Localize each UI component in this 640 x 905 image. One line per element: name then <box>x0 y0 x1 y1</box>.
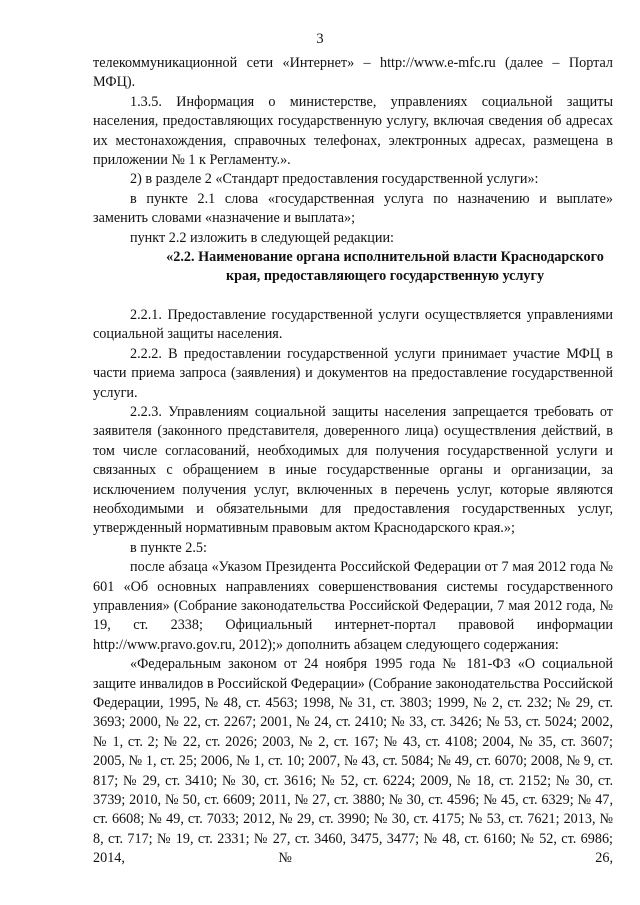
paragraph: 2.2.3. Управлениям социальной защиты населения запрещается требовать от заявителя (законного представителя, доверенного лица) осуществления действий, в том числе согласований, необходимых для получения государственной услуги и связанных с обращением в иные государственные органы и организации, за исключением получения услуг, включенных в перечень услуг, которые являются необходимыми и обязательными для предоставления государственных услуг, утвержденный нормативным правовым актом Краснодарского края.»; <box>93 403 613 537</box>
paragraph: в пункте 2.1 слова «государственная услуга по назначению и выплате» заменить словами «назначение и выплата»; <box>93 190 613 227</box>
spacer <box>93 287 613 306</box>
page-number: 3 <box>316 31 324 47</box>
paragraph: 2.2.1. Предоставление государственной услуги осуществляется управлениями социальной защиты населения. <box>93 306 613 343</box>
paragraph: «Федеральным законом от 24 ноября 1995 года № 181-ФЗ «О социальной защите инвалидов в Российской Федерации» (Собрание законодательства Российской Федерации, 1995, № 48, ст. 4563; 1998, № 31, ст. 3803; 1999, № 2, ст. 232; № 29, ст. 3693; 2000, № 22, ст. 2267; 2001, № 24, ст. 2410; № 33, ст. 3426; № 53, ст. 5024; 2002, № 1, ст. 2; № 22, ст. 2026; 2003, № 2, ст. 167; № 43, ст. 4108; 2004, № 35, ст. 3607; 2005, № 1, ст. 25; 2006, № 1, ст. 10; 2007, № 43, ст. 5084; № 49, ст. 6070; 2008, № 9, ст. 817; № 29, ст. 3410; № 30, ст. 3616; № 52, ст. 6224; 2009, № 18, ст. 2152; № 30, ст. 3739; 2010, № 50, ст. 6609; 2011, № 27, ст. 3880; № 30, ст. 4596; № 45, ст. 6329; № 47, ст. 6608; № 49, ст. 7033; 2012, № 29, ст. 3990; № 30, ст. 4175; № 53, ст. 7621; 2013, № 8, ст. 717; № 19, ст. 2331; № 27, ст. 3460, 3475, 3477; № 48, ст. 6160; № 52, ст. 6986; 2014, № 26, <box>93 656 613 867</box>
paragraph: 2) в разделе 2 «Стандарт предоставления государственной услуги»: <box>130 171 539 188</box>
paragraph: 1.3.5. Информация о министерстве, управлениях социальной защиты населения, предоставляющих государственную услугу, включая сведения об адресах их местонахождения, справочных телефонах, электронных адресах, размещена в приложении № 1 к Регламенту.». <box>93 93 613 169</box>
document-body <box>93 54 613 869</box>
paragraph: 2.2.2. В предоставлении государственной услуги принимает участие МФЦ в части приема запроса (заявления) и документов на предоставление государственной услуги. <box>93 345 613 401</box>
section-heading: «2.2. Наименование органа исполнительной власти Краснодарского края, предоставляющего государственную услугу <box>166 249 604 285</box>
paragraph: после абзаца «Указом Президента Российской Федерации от 7 мая 2012 года № 601 «Об основных направлениях совершенствования системы государственного управления» (Собрание законодательства Российской Федерации, 7 мая 2012 года, № 19, ст. 2338; Официальный интернет-портал правовой информации http://www.pravo.gov.ru, 2012);» дополнить абзацем следующего содержания: <box>93 559 613 653</box>
paragraph: в пункте 2.5: <box>130 539 207 556</box>
paragraph: пункт 2.2 изложить в следующей редакции: <box>130 229 394 246</box>
paragraph: телекоммуникационной сети «Интернет» – http://www.e-mfc.ru (далее – Портал МФЦ). <box>93 55 613 91</box>
